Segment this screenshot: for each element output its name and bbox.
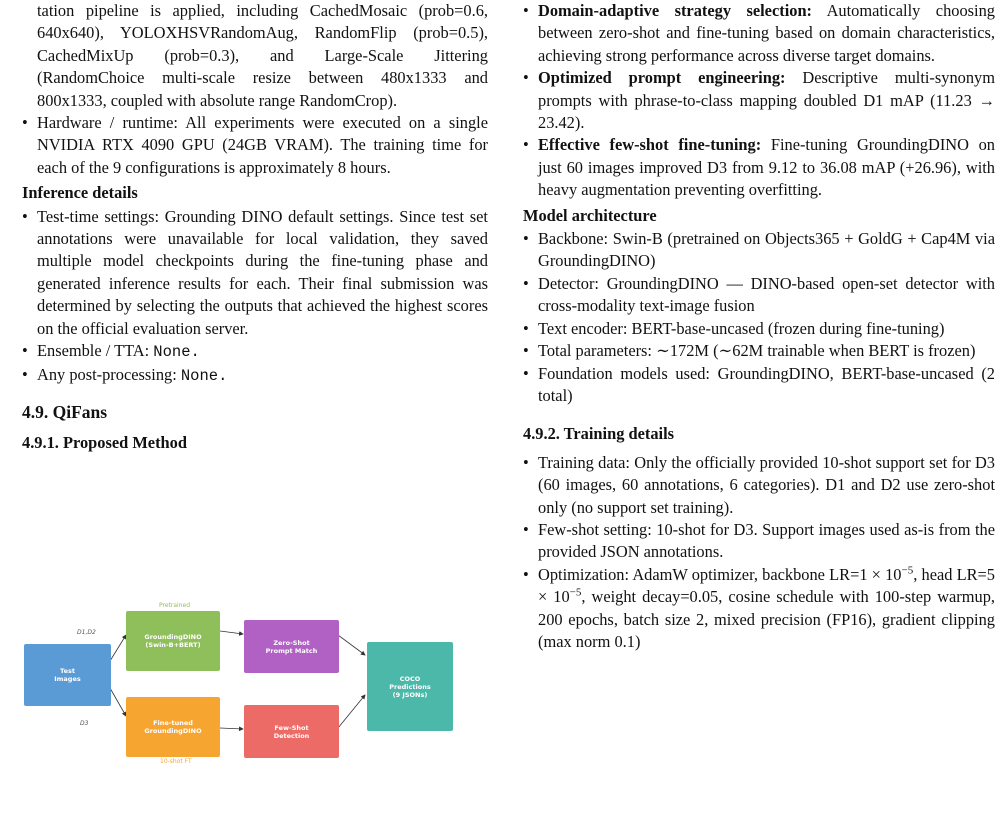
contribution-item: [523, 67, 995, 134]
finetuned-grounding-dino-box: Fine-tuned GroundingDINO: [126, 697, 220, 757]
contribution-text: Fine-tuning GroundingDINO on just 60 images improved D3 from 9.12 to 36.08 mAP (+26.96), with heavy augmentation preventing overfitting.: [538, 135, 995, 200]
arrow-few-to-coco: [338, 695, 365, 728]
right-column: [523, 0, 995, 653]
contribution-text: Automatically choosing between zero-shot and fine-tuning based on domain characteristics, achieving strong performance across diverse target domains.: [538, 1, 995, 65]
section-title: 4.9. QiFans: [22, 401, 108, 422]
optimization-text-a: Optimization: AdamW optimizer, backbone LR=1 × 10: [538, 564, 902, 584]
optimization-text-b: , head LR=5 × 10: [538, 564, 995, 607]
test-images-box: Test Images: [24, 644, 111, 706]
training-subsection-title: 4.9.2. Training details: [523, 424, 675, 444]
few-shot-setting-item: • Few-shot setting: 10-shot for D3. Support images used as-is from the provided JSON annotations.: [523, 519, 995, 564]
architecture-item: • Total parameters: ∼172M (∼62M trainable when BERT is frozen): [523, 340, 995, 362]
architecture-heading: Model architecture: [523, 205, 657, 225]
label-d3: D3: [80, 720, 89, 727]
architecture-item: • Backbone: Swin-B (pretrained on Objects365 + GoldG + Cap4M via GroundingDINO): [523, 228, 995, 273]
method-diagram: [22, 573, 488, 778]
label-pretrained: Pretrained: [159, 602, 191, 609]
hardware-item: • Hardware / runtime: All experiments were executed on a single NVIDIA RTX 4090 GPU (24GB VRAM). The training time for each of the 9 configurations is approximately 8 hours.: [22, 112, 488, 179]
contribution-text: Descriptive multi-synonym prompts with phrase-to-class mapping doubled D1 mAP (11.23 → 23.42).: [538, 68, 995, 133]
hardware-list: [22, 112, 488, 179]
contribution-item: [523, 0, 995, 67]
contribution-title: Optimized prompt engineering:: [538, 68, 786, 88]
test-time-item: • Test-time settings: Grounding DINO default settings. Since test set annotations were unavailable for local validation, they saved multiple model checkpoints during the fine-tuning phase and generated inference results for each. Their final submission was determined by selecting the outputs that achieved the highest scores on the official evaluation server.: [22, 206, 488, 340]
coco-predictions-box: COCO Predictions (9 JSONs): [367, 642, 453, 731]
arrow-test-to-grounding: [110, 635, 126, 661]
architecture-list: [523, 228, 995, 407]
inference-heading: Inference details: [22, 183, 138, 203]
contribution-title: Domain-adaptive strategy selection:: [538, 1, 813, 20]
post-processing-item: [22, 364, 488, 387]
contributions-list: [523, 0, 995, 202]
ensemble-value: None.: [153, 343, 200, 362]
contribution-title: Effective few-shot fine-tuning:: [538, 135, 762, 155]
subsection-title: 4.9.1. Proposed Method: [22, 433, 187, 453]
label-d1d2: D1,D2: [77, 629, 96, 636]
exponent-b: −5: [569, 586, 582, 599]
arrow-finetuned-to-few: [220, 728, 243, 729]
architecture-item: • Text encoder: BERT-base-uncased (frozen during fine-tuning): [523, 318, 995, 340]
optimization-text-c: , weight decay=0.05, cosine schedule with 100-step warmup, 200 epochs, batch size 2, mixed precision (FP16), gradient clipping (max norm 0.1): [538, 587, 996, 651]
training-data-item: • Training data: Only the officially provided 10-shot support set for D3 (60 images, 60 annotations, 6 categories). D1 and D2 use zero-shot only (no support set training).: [523, 452, 995, 519]
arrow-test-to-finetuned: [110, 688, 126, 716]
left-column: [22, 0, 488, 455]
ensemble-label: Ensemble / TTA:: [37, 341, 154, 361]
contribution-item: [523, 134, 995, 201]
architecture-item: • Detector: GroundingDINO — DINO-based open-set detector with cross-modality text-image fusion: [523, 273, 995, 318]
zero-shot-prompt-match-box: Zero-Shot Prompt Match: [244, 620, 339, 673]
label-10shot: 10-shot FT: [160, 758, 192, 765]
optimization-item: [523, 564, 995, 654]
training-list: [523, 452, 995, 654]
inference-list: [22, 206, 488, 387]
ensemble-item: [22, 340, 488, 363]
few-shot-detection-box: Few-Shot Detection: [244, 705, 339, 758]
arrow-zero-to-coco: [338, 635, 365, 655]
augmentation-paragraph: tation pipeline is applied, including CachedMosaic (prob=0.6, 640x640), YOLOXHSVRandomAug, RandomFlip (prob=0.5), CachedMixUp (prob=0.3), and Large-Scale Jittering (RandomChoice multi-scale resize between 480x1333 and 800x1333, coupled with absolute range RandomCrop).: [37, 1, 488, 110]
grounding-dino-box: GroundingDINO (Swin-B+BERT): [126, 611, 220, 671]
exponent-a: −5: [901, 564, 914, 577]
post-processing-label: Any post-processing:: [37, 364, 181, 384]
architecture-item: • Foundation models used: GroundingDINO, BERT-base-uncased (2 total): [523, 363, 995, 408]
arrow-grounding-to-zero: [220, 631, 243, 634]
post-processing-value: None.: [180, 366, 228, 385]
